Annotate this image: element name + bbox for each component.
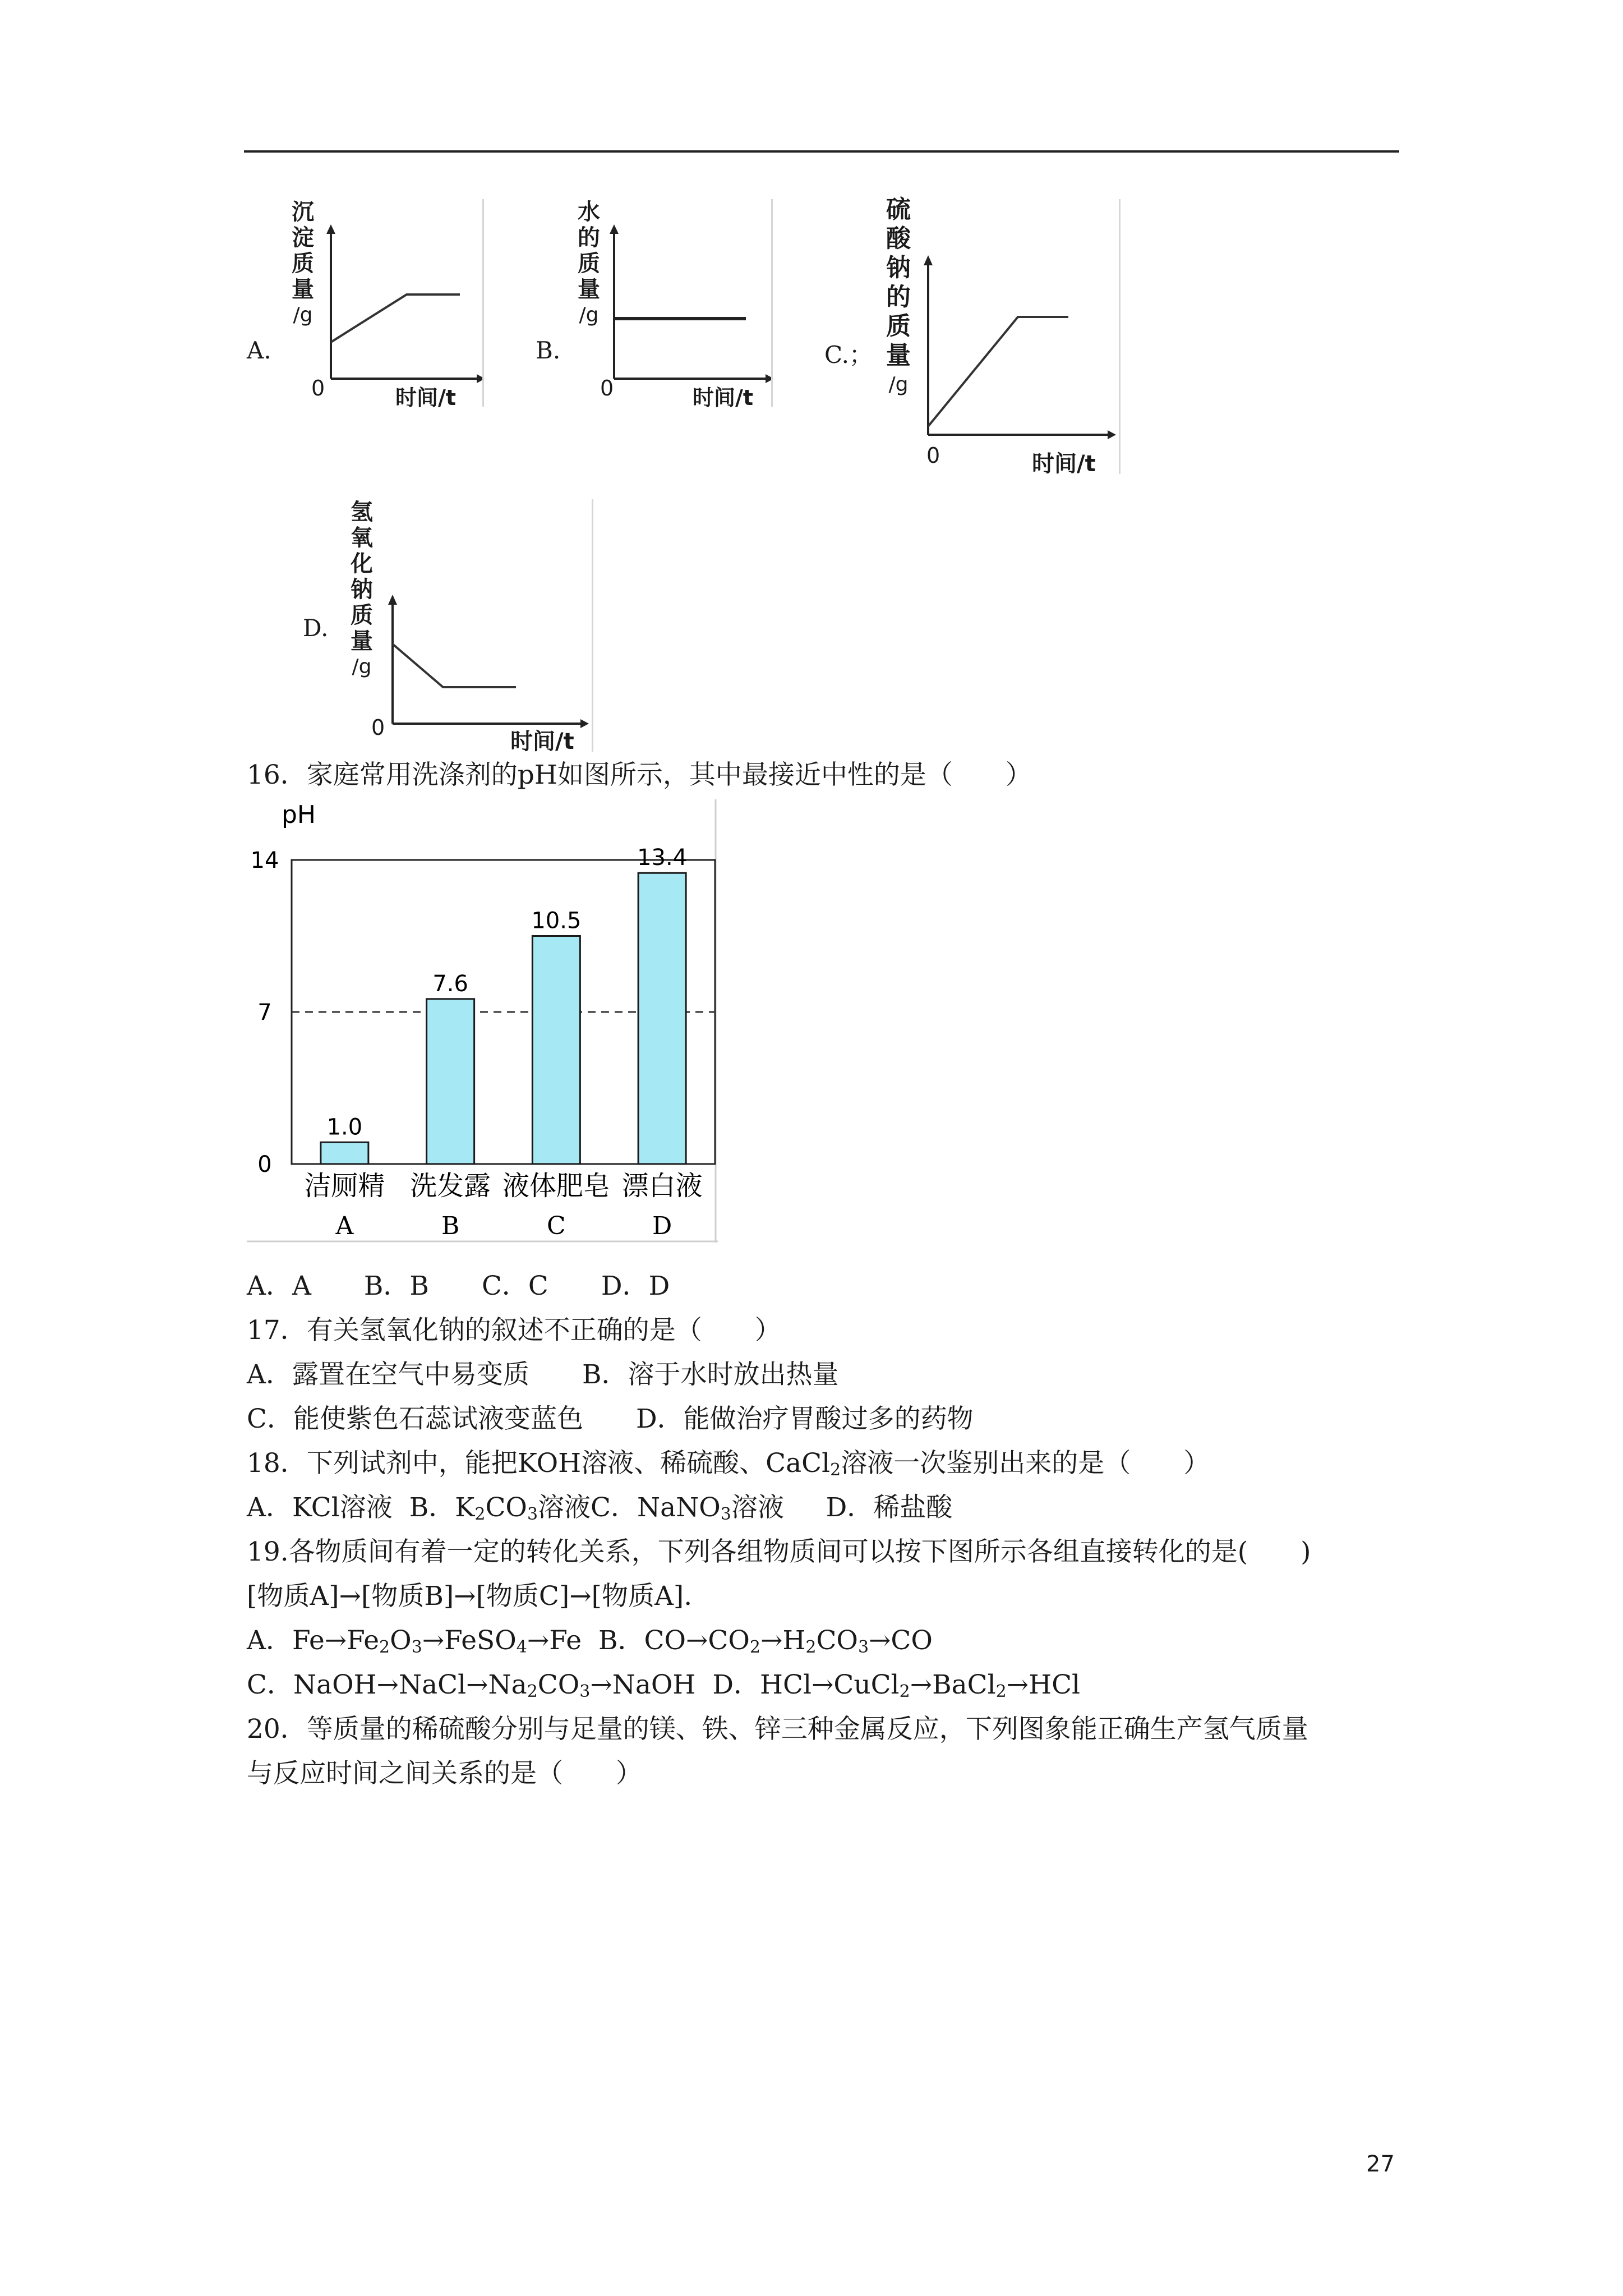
y-tick-label: 14 [250, 848, 279, 873]
header-rule [244, 150, 1399, 153]
subscript: 2 [474, 1504, 486, 1524]
graph-d-ylabel [351, 499, 373, 680]
bar-value-label: 7.6 [432, 970, 468, 997]
ylabel-char: 硫 [886, 195, 911, 224]
question-19-options-cd [247, 1668, 1080, 1709]
y-tick-label: 7 [257, 1000, 272, 1025]
question-19-stem: 19.各物质间有着一定的转化关系，下列各组物质间可以按下图所示各组直接转化的是( ) [247, 1536, 1311, 1567]
ylabel-char: 的 [886, 283, 911, 311]
bar [427, 999, 474, 1164]
y-tick-label: 0 [257, 1152, 272, 1177]
subscript: 3 [527, 1504, 538, 1524]
question-17-stem: 17．有关氢氧化钠的叙述不正确的是（ ） [247, 1315, 781, 1346]
category-name-label: 漂白液 [621, 1170, 703, 1202]
bar-value-label: 10.5 [531, 908, 582, 934]
q18-option-a: A．KCl溶液 [247, 1492, 393, 1523]
formula-part: A．Fe→Fe [247, 1625, 380, 1656]
subscript: 2 [749, 1637, 760, 1657]
category-letter-label: D [652, 1212, 672, 1240]
question-18-stem [247, 1447, 1210, 1487]
bar [321, 1142, 368, 1164]
category-letter-label: A [335, 1212, 354, 1240]
graph-d-svg [345, 499, 592, 752]
ylabel-char: 沉 [292, 199, 314, 225]
graph-c-xlabel: 时间/t [1032, 451, 1096, 477]
q18-stem-part: 溶液一次鉴别出来的是（ ） [841, 1448, 1210, 1479]
ylabel-char: 量 [578, 277, 600, 302]
ylabel-unit: /g [352, 655, 372, 678]
ylabel-char: 氢 [351, 499, 373, 525]
question-20-line1: 20．等质量的稀硫酸分别与足量的镁、铁、锌三种金属反应，下列图象能正确生产氢气质量 [247, 1714, 1308, 1745]
option-d-letter: D. [303, 614, 329, 642]
question-18-options [247, 1491, 952, 1531]
graph-a-origin: 0 [311, 376, 325, 401]
formula-part: →BaCl [910, 1669, 996, 1700]
subscript: 2 [805, 1637, 817, 1657]
q18-option-b: 溶液 [538, 1492, 591, 1523]
question-16-stem: 16．家庭常用洗涤剂的pH如图所示，其中最接近中性的是（ ） [247, 760, 1032, 790]
formula-part: →HCl [1006, 1669, 1081, 1700]
ylabel-char: 质 [886, 312, 911, 341]
ylabel-char: 量 [886, 341, 911, 370]
question-19-scheme: [物质A]→[物质B]→[物质C]→[物质A]. [247, 1581, 693, 1612]
subscript: 2 [830, 1460, 841, 1480]
q18-stem-part: 18．下列试剂中，能把KOH溶液、稀硫酸、CaCl [247, 1448, 831, 1479]
ylabel-char: 钠 [886, 254, 911, 282]
subscript: 2 [379, 1637, 390, 1657]
subscript: 3 [411, 1637, 422, 1657]
subscript: 4 [516, 1637, 527, 1657]
formula-part: →CO [869, 1625, 933, 1656]
page-number: 27 [1366, 2151, 1395, 2177]
category-name-label: 洁厕精 [304, 1170, 385, 1202]
category-letter-label: C [547, 1212, 566, 1240]
graph-c-svg [883, 199, 1119, 474]
formula-part: CO [537, 1669, 580, 1700]
graph-b-xlabel: 时间/t [693, 385, 754, 410]
ylabel-char: 淀 [292, 225, 314, 251]
subscript: 3 [857, 1637, 869, 1657]
formula-part: C．NaOH→NaCl→Na [247, 1669, 527, 1700]
ylabel-char: 的 [578, 225, 600, 251]
option-c-letter: C.； [824, 341, 873, 369]
q18-option-c: C．NaNO [591, 1492, 721, 1523]
graph-c-ylabel [886, 195, 911, 399]
bar [638, 873, 686, 1164]
bar [532, 936, 580, 1165]
graph-a-line [331, 295, 460, 342]
option-b-letter: B. [536, 337, 561, 364]
graph-a-xlabel: 时间/t [395, 385, 457, 410]
subscript: 3 [579, 1682, 591, 1701]
ylabel-unit: /g [579, 303, 599, 326]
graph-d-line [393, 644, 516, 687]
ylabel-char: 量 [292, 277, 314, 302]
subscript: 2 [899, 1682, 910, 1701]
q18-option-b: B．K [409, 1492, 475, 1523]
subscript: 3 [720, 1504, 731, 1524]
question-17-line2: C．能使紫色石蕊试液变蓝色 D．能做治疗胃酸过多的药物 [247, 1404, 974, 1434]
ylabel-char: 化 [351, 551, 373, 577]
ylabel-char: 水 [578, 199, 600, 225]
question-19-options-ab [247, 1624, 933, 1664]
subscript: 2 [995, 1682, 1007, 1701]
formula-part: CO [816, 1625, 858, 1656]
question-17-line1: A．露置在空气中易变质 B．溶于水时放出热量 [247, 1359, 839, 1390]
ylabel-char: 量 [351, 628, 373, 654]
bar-value-label: 13.4 [637, 845, 688, 871]
formula-part: →FeSO [422, 1625, 517, 1656]
category-name-label: 洗发露 [410, 1170, 491, 1202]
ylabel-unit: /g [293, 303, 313, 326]
question-20-line2: 与反应时间之间关系的是（ ） [247, 1758, 642, 1789]
ylabel-unit: /g [888, 373, 909, 396]
category-letter-label: B [441, 1212, 460, 1240]
category-name-label: 液体肥皂 [502, 1170, 610, 1202]
formula-part: D．HCl→CuCl [712, 1669, 900, 1700]
formula-part: B．CO→CO [598, 1625, 750, 1656]
graph-c-line [928, 317, 1068, 426]
ylabel-char: 质 [351, 602, 373, 628]
formula-part: →Fe [527, 1625, 582, 1656]
ylabel-char: 钠 [351, 577, 373, 602]
q18-option-d: D．稀盐酸 [826, 1492, 953, 1523]
bar-value-label: 1.0 [326, 1114, 363, 1140]
formula-part: →NaOH [590, 1669, 696, 1700]
graph-d-origin: 0 [371, 715, 385, 740]
formula-part: →H [760, 1625, 806, 1656]
ylabel-char: 质 [578, 251, 600, 277]
ylabel-char: 氧 [351, 525, 373, 551]
graph-d-xlabel: 时间/t [510, 729, 574, 754]
q18-option-b: CO [485, 1492, 527, 1523]
ph-bar-chart [247, 799, 718, 1243]
q18-option-c: 溶液 [731, 1492, 784, 1523]
y-axis-title: pH [282, 800, 316, 829]
option-a-letter: A. [247, 337, 271, 364]
question-16-options: A．A B．B C．C D．D [247, 1271, 670, 1301]
formula-part: O [390, 1625, 412, 1656]
graph-d [345, 499, 593, 752]
ylabel-char: 酸 [886, 224, 911, 253]
graph-b-ylabel [578, 199, 600, 328]
subscript: 2 [527, 1682, 538, 1701]
ylabel-char: 质 [292, 251, 314, 277]
graph-c [883, 199, 1121, 474]
graph-a-ylabel [292, 199, 314, 328]
graph-c-origin: 0 [926, 443, 940, 468]
graph-b-origin: 0 [600, 376, 614, 401]
